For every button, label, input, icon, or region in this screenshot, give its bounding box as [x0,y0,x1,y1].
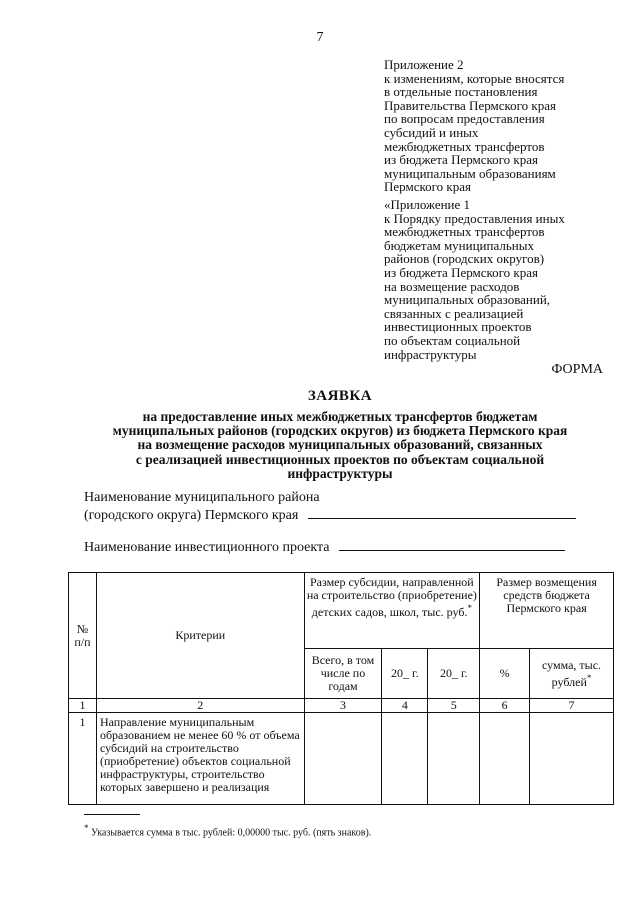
table-row [69,713,614,805]
sum-header-text: сумма, тыс. рублей [541,657,602,689]
appendix-line: районов (городских округов) [384,251,545,267]
header-year-1: 20_ г. [382,649,428,699]
appendix-line: межбюджетных трансфертов [384,224,545,240]
numbering-row [69,699,614,713]
column-number: 7 [530,699,614,713]
row-year-2-cell[interactable] [428,713,480,805]
appendix-line: в отдельные постановления [384,84,538,100]
appendix-line: по вопросам предоставления [384,111,545,127]
appendix-line: из бюджета Пермского края [384,152,539,168]
row-percent-cell[interactable] [480,713,530,805]
subsidy-group-text: Размер субсидии, направленной на строительство (приобретение) детских садов, школ, тыс. руб. [306,575,477,619]
appendix-2-header [384,58,624,194]
footnote-mark: * [84,823,89,833]
footnote-text: Указывается сумма в тыс. рублей: 0,00000 тыс. руб. (пять знаков). [91,827,372,839]
appendix-line: бюджетам муниципальных [384,237,534,253]
column-number: 2 [96,699,304,713]
municipality-field [84,490,576,524]
row-number: 1 [69,713,97,805]
header-total: Всего, в том числе по годам [304,649,382,699]
page-number: 7 [316,30,324,45]
subtitle-line: инфраструктуры [287,465,393,481]
subtitle-line: муниципальных районов (городских округов) из бюджета Пермского края [112,423,568,439]
header-subsidy-group [304,573,480,649]
footnote [84,823,371,838]
appendix-line: к Порядку предоставления иных [384,210,565,226]
column-number: 1 [69,699,97,713]
appendix-line: муниципальным образованиям [384,165,556,181]
row-criteria: Направление муниципальным образованием не менее 60 % от объема субсидий на строительство (приобретение) объектов социальной инфраструктуры, строительство которых завершено и реализация [96,713,304,805]
subtitle-line: на предоставление иных межбюджетных трансфертов бюджетам [142,409,538,424]
appendix-line: по объектам социальной [384,332,521,348]
subtitle-line: на возмещение расходов муниципальных образований, связанных [137,437,543,453]
appendix-line: к изменениям, которые вносятся [384,70,565,86]
header-criteria: Критерии [96,573,304,699]
row-total-cell[interactable] [304,713,382,805]
header-reimbursement-group: Размер возмещения средств бюджета Пермского края [480,573,614,649]
application-table [68,572,614,805]
project-label: Наименование инвестиционного проекта [84,540,330,555]
appendix-line: муниципальных образований, [384,292,551,308]
subtitle-line: с реализацией инвестиционных проектов по объектам социальной [135,451,545,467]
footnote-divider [84,814,140,815]
column-number: 3 [304,699,382,713]
appendix-line: Пермского края [384,179,471,195]
municipality-label-line2-row [84,506,576,524]
municipality-input-line[interactable] [308,506,576,519]
appendix-line: инвестиционных проектов [384,319,532,335]
appendix-line: из бюджета Пермского края [384,264,539,280]
form-label: ФОРМА [551,362,603,377]
appendix-line: связанных с реализацией [384,305,524,321]
project-input-line[interactable] [339,538,565,551]
row-sum-cell[interactable] [530,713,614,805]
header-year-2: 20_ г. [428,649,480,699]
appendix-line: на возмещение расходов [384,278,520,294]
appendix-line: Правительства Пермского края [384,97,556,113]
appendix-line: субсидий и иных [384,124,479,140]
header-percent: % [480,649,530,699]
footnote-mark: * [467,603,472,613]
row-year-1-cell[interactable] [382,713,428,805]
appendix-line: межбюджетных трансфертов [384,138,545,154]
appendix-line: Приложение 2 [384,57,464,72]
footnote-mark: * [586,672,592,683]
appendix-1-header [384,198,624,361]
municipality-label-line2: (городского округа) Пермского края [84,508,299,523]
column-number: 6 [480,699,530,713]
appendix-line: инфраструктуры [384,346,477,362]
document-subtitle [70,410,610,481]
header-sum [530,649,614,699]
column-number: 5 [428,699,480,713]
document-title: ЗАЯВКА [307,388,373,404]
project-field [84,538,565,556]
header-number: № п/п [69,573,97,699]
column-number: 4 [382,699,428,713]
project-row [84,538,565,556]
appendix-line: «Приложение 1 [384,197,471,212]
municipality-label-line1: Наименование муниципального района [84,490,320,505]
